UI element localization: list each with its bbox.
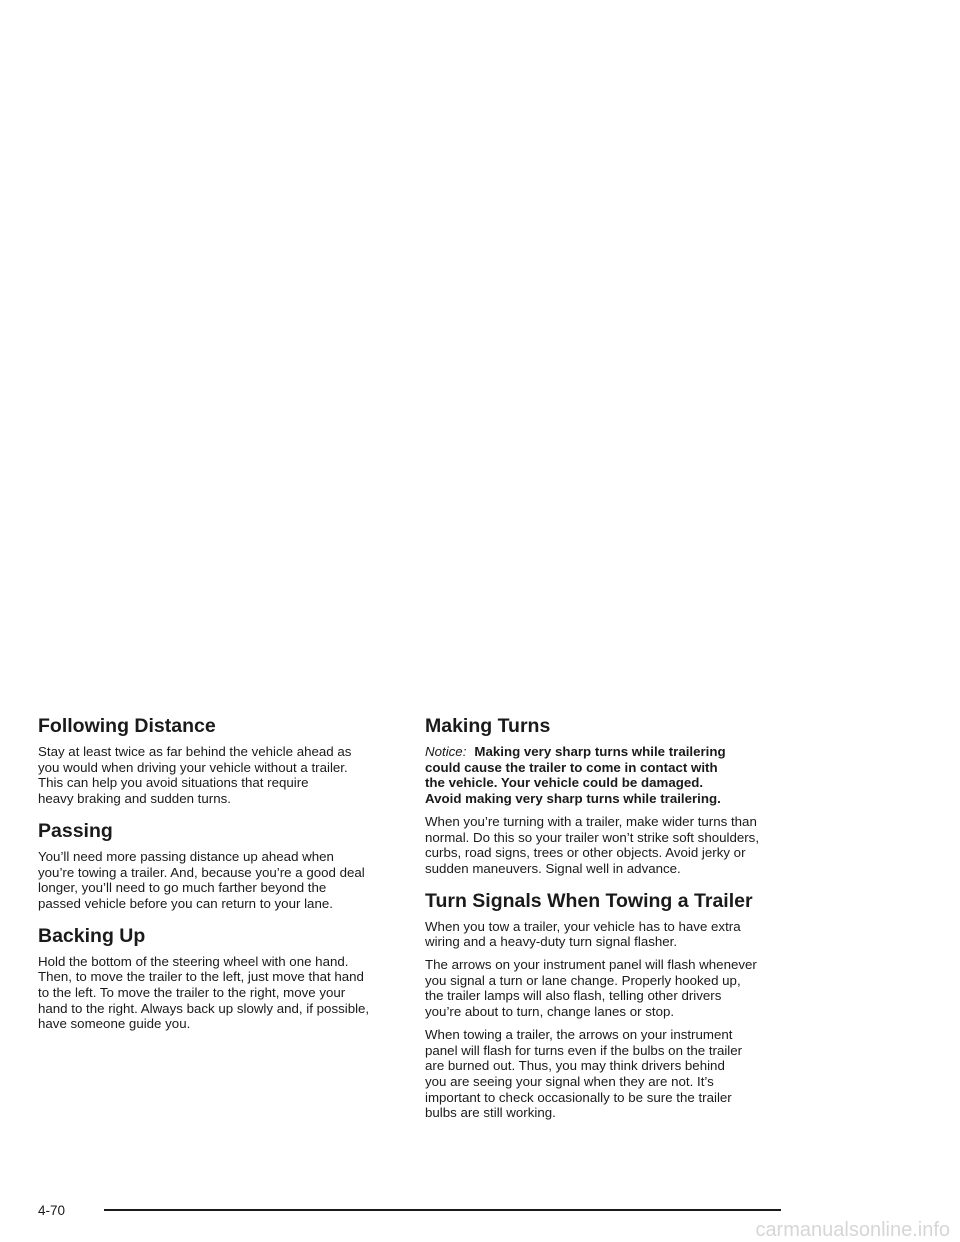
paragraph-turn-signals-2: The arrows on your instrument panel will flash whenever you signal a turn or lane change. Properly hooked up, the trailer lamps will also flash, telling other drivers you’re about to turn, change lanes or stop. [425, 957, 757, 1020]
paragraph-following-distance: Stay at least twice as far behind the vehicle ahead as you would when driving your vehicle without a trailer. This can help you avoid situations that require heavy braking and sudden turns. [38, 744, 352, 807]
notice-paragraph [425, 744, 785, 807]
section-making-turns [425, 714, 785, 877]
heading-passing: Passing [38, 819, 113, 842]
notice-label: Notice: [425, 744, 467, 759]
heading-turn-signals: Turn Signals When Towing a Trailer [425, 889, 753, 912]
notice-text: Making very sharp turns while trailering could cause the trailer to come in contact with the vehicle. Your vehicle could be damaged. Avoid making very sharp turns while trailering. [425, 744, 726, 807]
section-passing [38, 819, 398, 912]
section-turn-signals [425, 889, 785, 1121]
left-column [38, 714, 398, 1044]
page-number: 4-70 [38, 1203, 66, 1218]
footer-rule [104, 1209, 781, 1211]
section-following-distance [38, 714, 398, 807]
heading-backing-up: Backing Up [38, 924, 146, 947]
paragraph-backing-up: Hold the bottom of the steering wheel with one hand. Then, to move the trailer to the left, just move that hand to the left. To move the trailer to the right, move your hand to the right. Always back up slowly and, if possible, have someone guide you. [38, 953, 370, 1032]
right-column [425, 714, 785, 1133]
watermark: carmanualsonline.info [755, 1219, 950, 1241]
paragraph-passing: You’ll need more passing distance up ahead when you’re towing a trailer. And, because you’re a good deal longer, you’ll need to go much farther beyond the passed vehicle before you can return to your lane. [38, 848, 365, 911]
section-backing-up [38, 924, 398, 1033]
paragraph-turn-signals-1: When you tow a trailer, your vehicle has to have extra wiring and a heavy-duty turn signal flasher. [425, 918, 741, 950]
heading-following-distance: Following Distance [38, 715, 216, 737]
heading-making-turns: Making Turns [425, 715, 551, 737]
paragraph-making-turns: When you’re turning with a trailer, make wider turns than normal. Do this so your trailer won’t strike soft shoulders, curbs, road signs, trees or other objects. Avoid jerky or sudden maneuvers. Signal well in advance. [425, 813, 760, 876]
paragraph-turn-signals-3: When towing a trailer, the arrows on your instrument panel will flash for turns even if the bulbs on the trailer are burned out. Thus, you may think drivers behind you are seeing your signal when they are not. It’s important to check occasionally to be sure the trailer bulbs are still working. [425, 1026, 743, 1121]
